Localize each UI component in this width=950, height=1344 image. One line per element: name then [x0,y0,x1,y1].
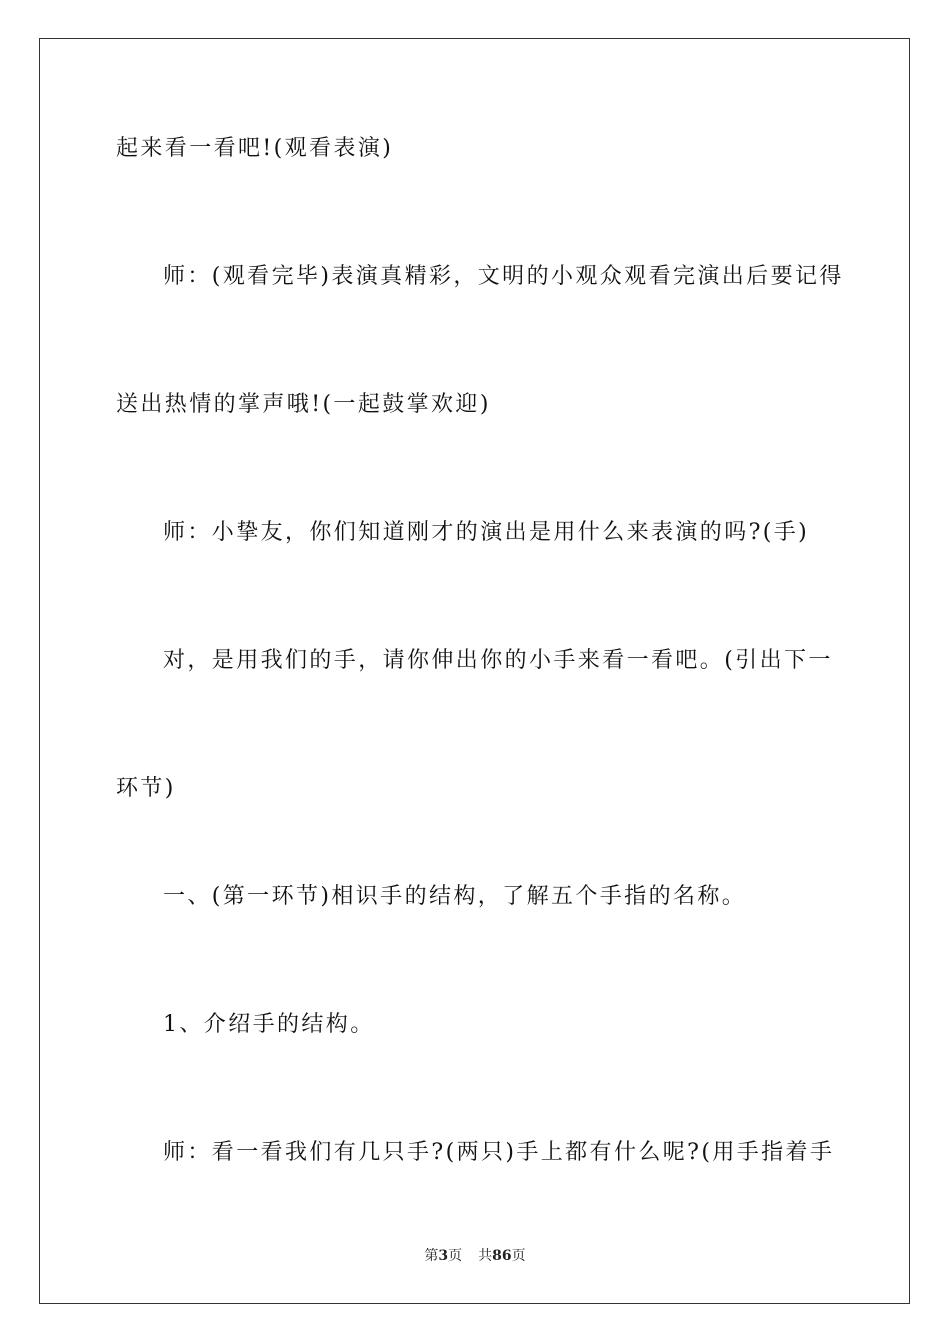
text-line-5: 对，是用我们的手，请你伸出你的小手来看一看吧。(引出下一 [163,648,833,673]
text-line-9: 师：看一看我们有几只手?(两只)手上都有什么呢?(用手指着手 [163,1140,835,1165]
footer-page-number: 3 [438,1248,449,1264]
page-footer [0,1247,950,1265]
text-line-8: 1、介绍手的结构。 [163,1012,375,1037]
text-line-6: 环节) [116,776,176,801]
text-line-4: 师：小挚友，你们知道刚才的演出是用什么来表演的吗?(手) [163,520,810,545]
footer-total-prefix: 共 [478,1248,493,1264]
text-line-2: 师：(观看完毕)表演真精彩，文明的小观众观看完演出后要记得 [163,264,844,289]
text-line-7: 一、(第一环节)相识手的结构，了解五个手指的名称。 [163,884,747,909]
footer-total-pages: 86 [492,1248,512,1264]
text-line-3: 送出热情的掌声哦!(一起鼓掌欢迎) [116,392,491,417]
text-line-1: 起来看一看吧!(观看表演) [116,136,394,161]
footer-total-suffix: 页 [511,1248,526,1264]
footer-page-suffix: 页 [448,1248,463,1264]
footer-page-prefix: 第 [424,1248,439,1264]
